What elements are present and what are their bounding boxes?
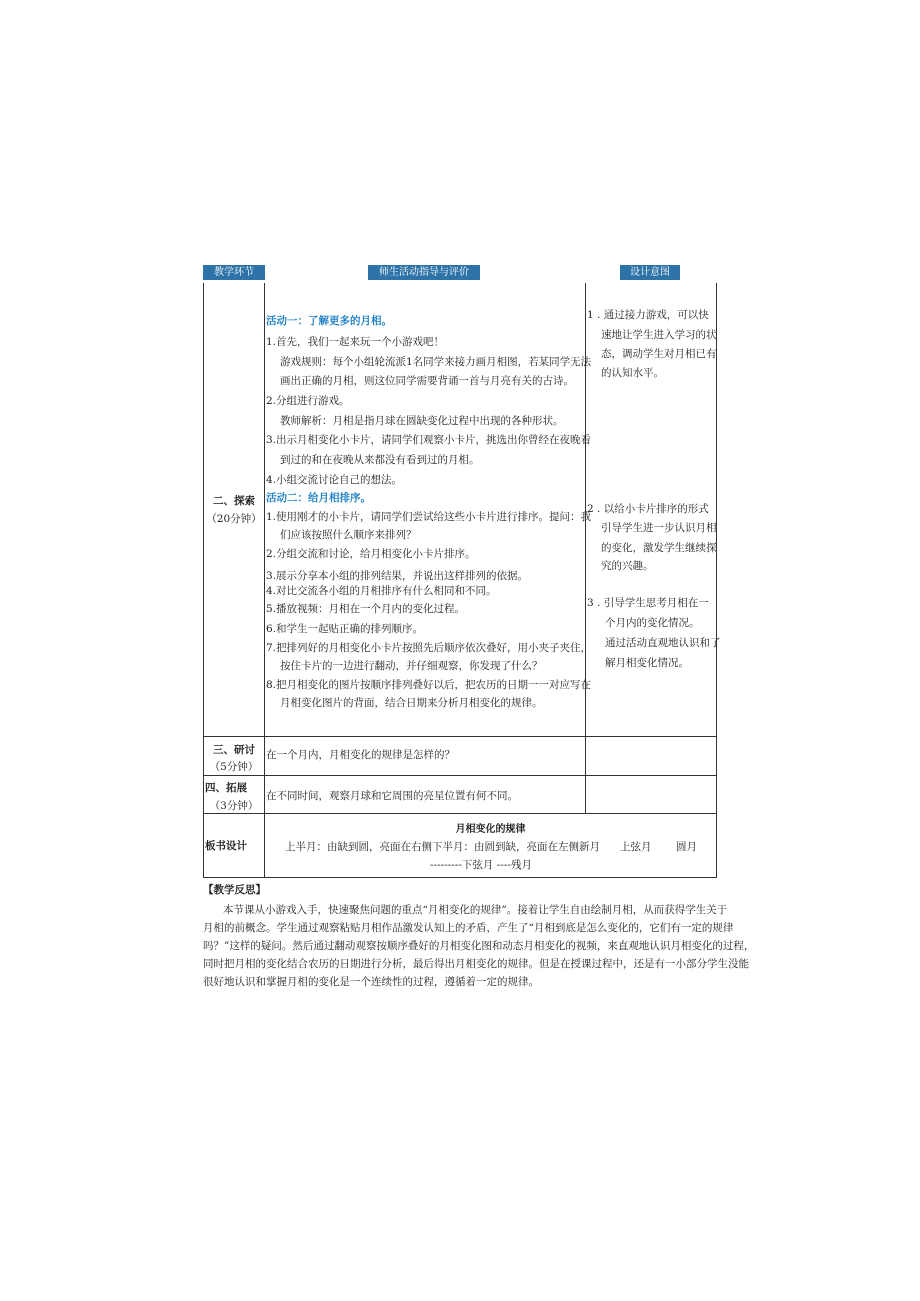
intent-line: 1 . 通过接力游戏，可以快 xyxy=(587,309,709,321)
reflection-line: 吗？”这样的疑问。然后通过翻动观察按顺序叠好的月相变化图和动态月相变化的视频，来直观地认识月相变化的过程， xyxy=(203,940,755,952)
row-separator xyxy=(203,813,717,814)
table-border-right xyxy=(716,283,717,878)
activity-line: 2.分组进行游戏。 xyxy=(266,395,350,407)
extend-stage-time: （3分钟） xyxy=(209,800,259,812)
activity-line: 4.对比交流各小组的月相排序有什么相同和不同。 xyxy=(266,585,497,597)
activity-line: 们应该按照什么顺序来排列？ xyxy=(280,529,417,541)
activity-line: 1.使用刚才的小卡片，请同学们尝试给这些小卡片进行排序。提问：我 xyxy=(266,511,592,523)
activity-line: 7.把排列好的月相变化小卡片按照先后顺序依次叠好，用小夹子夹住， xyxy=(266,642,592,654)
activity-line: 画出正确的月相，则这位同学需要背诵一首与月亮有关的古诗。 xyxy=(280,375,574,387)
activity-line: 3.出示月相变化小卡片，请同学们观察小卡片，挑选出你曾经在夜晚看 xyxy=(266,434,592,446)
intent-line: 个月内的变化情况。 xyxy=(605,617,700,629)
row-separator xyxy=(203,736,717,737)
intent-line: 的认知水平。 xyxy=(601,367,664,379)
board-line: 上半月：由缺到圆，亮面在右侧下半月：由圆到缺，亮面在左侧新月 xyxy=(285,841,600,853)
board-title: 月相变化的规律 xyxy=(455,824,526,835)
explore-stage-time: （20分钟） xyxy=(206,513,262,525)
header-intent: 设计意图 xyxy=(620,265,680,280)
activity-line: 8.把月相变化的图片按顺序排列叠好以后，把农历的日期一一对应写在 xyxy=(266,679,592,691)
board-line: 上弦月 xyxy=(620,841,652,853)
activity1-title: 活动一：了解更多的月相。 xyxy=(266,315,392,327)
board-line: 圆月 xyxy=(676,841,697,853)
reflection-line: 同时把月相的变化结合农历的日期进行分析，最后得出月相变化的规律。但是在授课过程中，还是有一小部分学生没能 xyxy=(203,958,749,970)
activity-line: 1.首先，我们一起来玩一个小游戏吧！ xyxy=(266,336,445,348)
reflection-line: 很好地认识和掌握月相的变化是一个连续性的过程，遵循着一定的规律。 xyxy=(203,976,539,988)
intent-line: 引导学生进一步认识月相 xyxy=(601,522,717,534)
intent-line: 的变化，激发学生继续探 xyxy=(601,542,717,554)
board-label: 板书设计 xyxy=(205,840,247,852)
reflection-line: 月相的前概念。学生通过观察粘贴月相作品激发认知上的矛盾，产生了“月相到底是怎么变化的，它们有一定的规律 xyxy=(203,922,734,934)
intent-line: 3 . 引导学生思考月相在一 xyxy=(587,597,709,609)
discuss-stage-time: （5分钟） xyxy=(209,761,259,773)
intent-line: 通过活动直观地认识和了 xyxy=(605,637,721,649)
reflection-line: 本节课从小游戏入手，快速聚焦问题的重点“月相变化的规律”。接着让学生自由绘制月相，从而获得学生关于 xyxy=(223,904,728,916)
activity-line: 教师解析：月相是指月球在圆缺变化过程中出现的各种形状。 xyxy=(280,415,564,427)
discuss-stage-label: 三、研讨 xyxy=(213,744,255,756)
activity-line: 3.展示分享本小组的排列结果，并说出这样排列的依据。 xyxy=(266,570,529,582)
activity-line: 按住卡片的一边进行翻动，并仔细观察，你发现了什么？ xyxy=(280,660,543,672)
table-border-divider1 xyxy=(264,283,265,878)
activity-line: 2.分组交流和讨论，给月相变化小卡片排序。 xyxy=(266,548,476,560)
table-border-left xyxy=(203,283,204,878)
intent-line: 2 . 以给小卡片排序的形式 xyxy=(587,503,709,515)
activity-line: 5.播放视频：月相在一个月内的变化过程。 xyxy=(266,603,466,615)
intent-line: 速地让学生进入学习的状 xyxy=(601,329,717,341)
table-border-bottom xyxy=(203,877,717,878)
activity-line: 月相变化图片的背面，结合日期来分析月相变化的规律。 xyxy=(280,697,543,709)
intent-line: 究的兴趣。 xyxy=(601,560,654,572)
explore-stage-label: 二、探索 xyxy=(213,495,255,507)
header-stage: 教学环节 xyxy=(203,265,265,280)
reflection-title: 【教学反思】 xyxy=(203,884,266,896)
intent-line: 态，调动学生对月相已有 xyxy=(601,348,717,360)
discuss-content: 在一个月内，月相变化的规律是怎样的？ xyxy=(266,749,455,761)
activity-line: 游戏规则：每个小组轮流派1名同学来接力画月相图，若某同学无法 xyxy=(280,356,592,368)
extend-content: 在不同时间，观察月球和它周围的亮星位置有何不同。 xyxy=(266,790,518,802)
activity-line: 4.小组交流讨论自己的想法。 xyxy=(266,474,403,486)
activity-line: 6.和学生一起贴正确的排列顺序。 xyxy=(266,623,424,635)
activity-line: 到过的和在夜晚从来都没有看到过的月相。 xyxy=(280,454,480,466)
intent-line: 解月相变化情况。 xyxy=(605,657,689,669)
activity2-title: 活动二：给月相排序。 xyxy=(266,492,371,504)
extend-stage-label: 四、拓展 xyxy=(205,782,247,794)
header-activity: 师生活动指导与评价 xyxy=(368,265,480,280)
board-line: ---------下弦月 ----残月 xyxy=(430,859,532,871)
row-separator xyxy=(203,775,717,776)
